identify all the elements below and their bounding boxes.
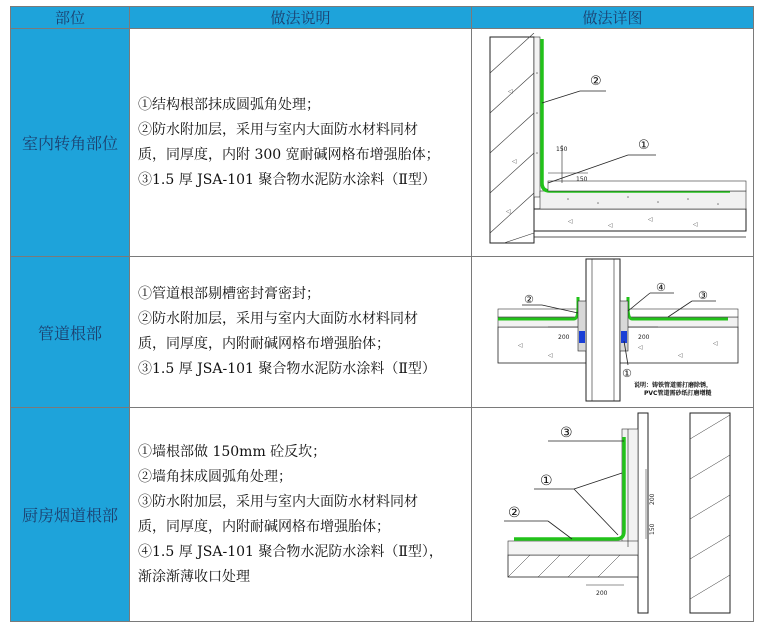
- header-detail: 做法详图: [472, 7, 754, 29]
- detail-drawing-cell: [472, 29, 754, 257]
- detail-drawing-cell: [472, 257, 754, 408]
- method-line: ③1.5 厚 JSA-101 聚合物水泥防水涂料（Ⅱ型）: [138, 171, 436, 188]
- method-line: ①结构根部抹成圆弧角处理；: [138, 96, 320, 113]
- pipe: [586, 259, 620, 401]
- callout-4: ④: [655, 281, 666, 294]
- method-line: 质，同厚度，内附耐碱网格布增强胎体；: [138, 518, 390, 535]
- svg-text:◁: ◁: [547, 352, 553, 359]
- method-line: ③1.5 厚 JSA-101 聚合物水泥防水涂料（Ⅱ型）: [138, 361, 436, 377]
- svg-text:◁: ◁: [637, 344, 643, 351]
- dimension-label: 200: [595, 589, 607, 597]
- corner-detail-drawing: [478, 33, 748, 249]
- flue-wall: [638, 413, 648, 613]
- pipe-detail-drawing: [478, 257, 748, 403]
- dimension-label: 150: [648, 523, 656, 535]
- construction-detail-table: [10, 6, 754, 622]
- svg-text:◁: ◁: [567, 217, 573, 225]
- method-line: 渐涂渐薄收口处理: [138, 568, 250, 585]
- header-part: 部位: [11, 7, 130, 29]
- table-row-kitchen-flue: [11, 408, 754, 622]
- part-cell: 室内转角部位: [11, 29, 130, 257]
- method-line: ①管道根部剔槽密封膏密封；: [138, 286, 320, 302]
- svg-text:◁: ◁: [505, 207, 511, 215]
- dimension-label: 150: [555, 145, 567, 153]
- method-line: 质，同厚度，内附 300 宽耐碱网格布增强胎体；: [138, 146, 440, 163]
- drawing-note: 说明：铸铁管道需打磨除锈，: [633, 382, 712, 389]
- svg-text:◁: ◁: [511, 157, 517, 165]
- table-header-row: [11, 7, 754, 29]
- method-line: ③防水附加层，采用与室内大面防水材料同材: [138, 493, 418, 510]
- table-row-indoor-corner: [11, 29, 754, 257]
- table-row-pipe-root: [11, 257, 754, 408]
- method-line: 质，同厚度，内附耐碱网格布增强胎体；: [138, 336, 390, 352]
- callout-2: ②: [589, 73, 602, 89]
- header-method: 做法说明: [130, 7, 472, 29]
- method-line: ②防水附加层，采用与室内大面防水材料同材: [138, 311, 418, 327]
- svg-text:◁: ◁: [647, 215, 653, 223]
- part-cell: 厨房烟道根部: [11, 408, 130, 622]
- drawing-note: PVC管道需砂纸打磨增糙: [643, 390, 711, 397]
- svg-text:◁: ◁: [677, 352, 683, 359]
- floor-slab: [508, 555, 638, 577]
- callout-1: ①: [637, 137, 650, 153]
- svg-text:◁: ◁: [692, 220, 698, 228]
- wall-section: [490, 37, 534, 243]
- dimension-label: 200: [557, 334, 569, 341]
- dimension-label: 200: [637, 334, 649, 341]
- callout-1: ①: [539, 472, 553, 489]
- callout-3: ③: [697, 289, 708, 302]
- method-line: ②防水附加层，采用与室内大面防水材料同材: [138, 121, 418, 138]
- waterproof-membrane: [542, 39, 730, 191]
- svg-text:◁: ◁: [517, 342, 523, 349]
- dimension-label: 200: [648, 493, 656, 505]
- part-cell: 管道根部: [11, 257, 130, 408]
- callout-2: ②: [523, 293, 534, 306]
- method-cell: [130, 408, 472, 622]
- sealant: [579, 331, 585, 343]
- flue-detail-drawing: [478, 409, 748, 617]
- method-line: ①墙根部做 150mm 砼反坎；: [138, 443, 327, 460]
- svg-text:◁: ◁: [712, 340, 718, 347]
- method-line: ②墙角抹成圆弧角处理；: [138, 468, 292, 485]
- callout-3: ③: [559, 424, 573, 441]
- svg-text:◁: ◁: [607, 221, 613, 229]
- dimension-label: 150: [575, 175, 587, 183]
- method-line: ④1.5 厚 JSA-101 聚合物水泥防水涂料（Ⅱ型），: [138, 543, 443, 560]
- callout-1: ①: [621, 367, 632, 380]
- callout-2: ②: [507, 504, 521, 521]
- detail-drawing-cell: [472, 408, 754, 622]
- floor-slab: [534, 209, 746, 231]
- method-cell: [130, 29, 472, 257]
- method-cell: [130, 257, 472, 408]
- svg-text:◁: ◁: [507, 87, 513, 95]
